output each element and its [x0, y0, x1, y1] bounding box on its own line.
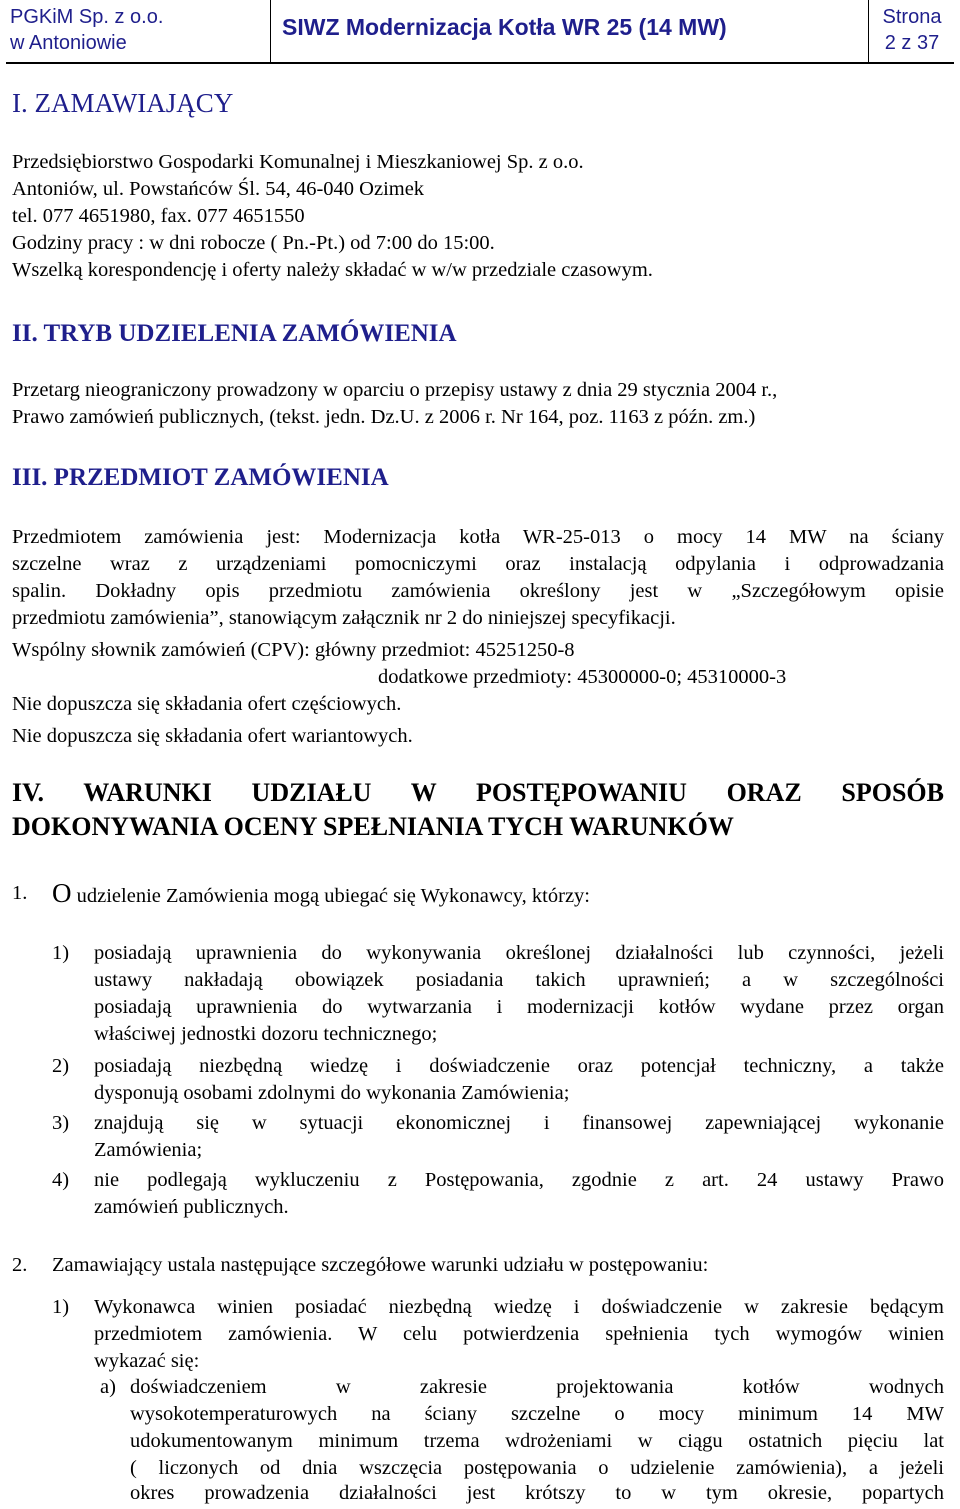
text-line: szczelne wraz z urządzeniami pomocniczymi oraz instalacją odpylania i odprowadzania [12, 553, 944, 575]
list-item-line: posiadają uprawnienia do wytwarzania i modernizacji kotłów wydane przez organ [94, 996, 944, 1018]
list-item-line: znajdują się w sytuacji ekonomicznej i finansowej zapewniającej wykonanie [94, 1112, 944, 1134]
sub-item-line: udokumentowanym minimum trzema wdrożeniami w ciągu ostatnich pięciu lat [130, 1430, 944, 1452]
page-header [0, 0, 960, 62]
list-item-number: 1) [52, 1296, 70, 1318]
list-item-number: 1) [52, 942, 70, 964]
drop-letter: O [52, 878, 72, 908]
list-item-line: nie podlegają wykluczeniu z Postępowania, zgodnie z art. 24 ustawy Prawo [94, 1169, 944, 1191]
text-line: przedmiotu zamówienia”, stanowiącym załącznik nr 2 do niniejszej specyfikacji. [12, 607, 676, 629]
paragraph-number: 2. [12, 1254, 28, 1276]
text-line: spalin. Dokładny opis przedmiotu zamówienia określony jest w „Szczegółowym opisie [12, 580, 944, 602]
text-line: tel. 077 4651980, fax. 077 4651550 [12, 205, 305, 227]
sub-item-letter: a) [100, 1376, 116, 1398]
text-line: Przedmiotem zamówienia jest: Modernizacja kotła WR-25-013 o mocy 14 MW na ściany [12, 526, 944, 548]
list-item-line: Zamówienia; [94, 1139, 203, 1161]
section-heading: I. ZAMAWIAJĄCY [12, 88, 234, 118]
text-line: Nie dopuszcza się składania ofert wariantowych. [12, 725, 413, 747]
paragraph-text: Zamawiający ustala następujące szczegółowe warunki udziału w postępowaniu: [52, 1254, 709, 1276]
section-heading: DOKONYWANIA OCENY SPEŁNIANIA TYCH WARUNKÓW [12, 812, 734, 841]
section-heading: III. PRZEDMIOT ZAMÓWIENIA [12, 464, 389, 491]
list-item-line: posiadają niezbędną wiedzę i doświadczenie oraz potencjał techniczny, a także [94, 1055, 944, 1077]
paragraph-text-rest: udzielenie Zamówienia mogą ubiegać się Wykonawcy, którzy: [71, 885, 590, 907]
text-line: Prawo zamówień publicznych, (tekst. jedn. Dz.U. z 2006 r. Nr 164, poz. 1163 z późn. zm.) [12, 406, 756, 428]
text-line: Antoniów, ul. Powstańców Śl. 54, 46-040 Ozimek [12, 178, 425, 200]
section-heading: II. TRYB UDZIELENIA ZAMÓWIENIA [12, 320, 457, 347]
text-line: Wszelką korespondencję i oferty należy składać w w/w przedziale czasowym. [12, 259, 653, 281]
paragraph-text [52, 880, 590, 910]
page-label: Strona [882, 6, 942, 28]
company-line-2: w Antoniowie [10, 32, 127, 54]
text-line: Nie dopuszcza się składania ofert częściowych. [12, 693, 402, 715]
list-item-line: dysponują osobami zdolnymi do wykonania Zamówienia; [94, 1082, 570, 1104]
section-heading: IV. WARUNKI UDZIAŁU W POSTĘPOWANIU ORAZ SPOSÓB [12, 778, 944, 807]
list-item-line: Wykonawca winien posiadać niezbędną wiedzę i doświadczenie w zakresie będącym [94, 1296, 944, 1318]
text-line: dodatkowe przedmioty: 45300000-0; 45310000-3 [378, 666, 787, 688]
list-item-line: zamówień publicznych. [94, 1196, 289, 1218]
company-name [10, 4, 163, 56]
text-line: Godziny pracy : w dni robocze ( Pn.-Pt.) od 7:00 do 15:00. [12, 232, 495, 254]
list-item-line: przedmiotem zamówienia. W celu potwierdzenia spełnienia tych wymogów winien [94, 1323, 944, 1345]
sub-item-line: wysokotemperaturowych na ściany szczelne o mocy minimum 14 MW [130, 1403, 944, 1425]
company-line-1: PGKiM Sp. z o.o. [10, 6, 164, 28]
sub-item-line: okres prowadzenia działalności jest krótszy to w tym okresie, popartych [130, 1482, 944, 1504]
list-item-number: 4) [52, 1169, 70, 1191]
list-item-line: wykazać się: [94, 1350, 200, 1372]
header-rule [6, 62, 954, 64]
document-title: SIWZ Modernizacja Kotła WR 25 (14 MW) [282, 14, 727, 40]
sub-item-line: ( liczonych od dnia wszczęcia postępowania o udzielenie zamówienia), a jeżeli [130, 1457, 944, 1479]
list-item-line: ustawy nakładają obowiązek posiadania takich uprawnień; a w szczególności [94, 969, 944, 991]
header-divider [868, 0, 869, 62]
paragraph-number: 1. [12, 882, 28, 904]
text-line: Przetarg nieograniczony prowadzony w oparciu o przepisy ustawy z dnia 29 stycznia 2004 r., [12, 379, 778, 401]
sub-item-line: doświadczeniem w zakresie projektowania kotłów wodnych [130, 1376, 944, 1398]
text-line: Przedsiębiorstwo Gospodarki Komunalnej i Mieszkaniowej Sp. z o.o. [12, 151, 584, 173]
list-item-number: 3) [52, 1112, 70, 1134]
list-item-number: 2) [52, 1055, 70, 1077]
page-number: 2 z 37 [884, 32, 940, 54]
page-counter [874, 4, 950, 56]
list-item-line: właściwej jednostki dozoru technicznego; [94, 1023, 438, 1045]
list-item-line: posiadają uprawnienia do wykonywania określonej działalności lub czynności, jeżeli [94, 942, 944, 964]
header-divider [270, 0, 271, 62]
text-line: Wspólny słownik zamówień (CPV): główny przedmiot: 45251250-8 [12, 639, 575, 661]
